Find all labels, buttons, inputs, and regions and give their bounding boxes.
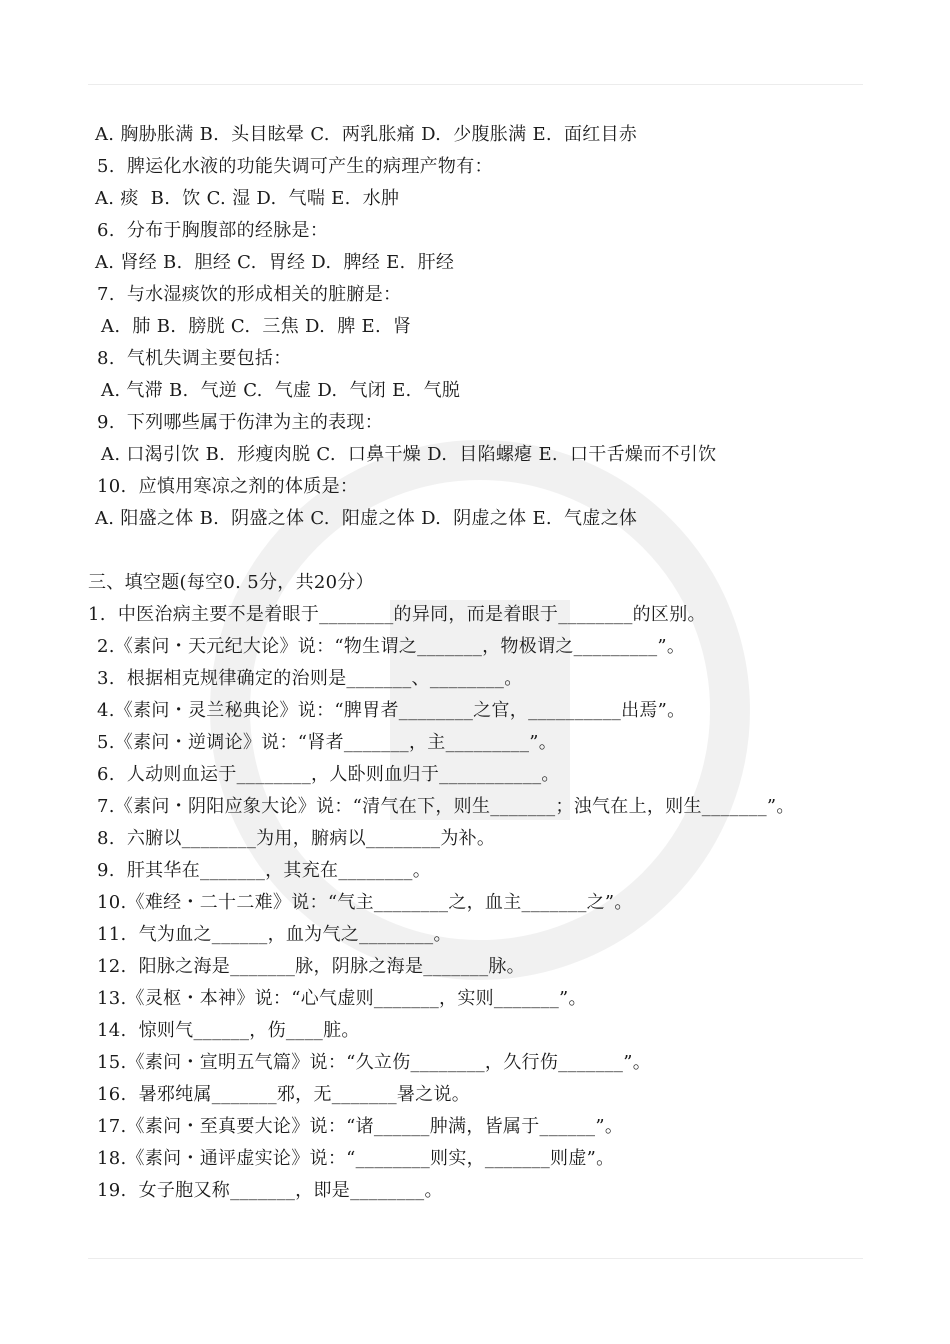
question-8: 8. 气机失调主要包括：	[97, 348, 292, 369]
fill-item-13: 13.《灵枢・本神》说：“心气虚则_______，实则_______”。	[97, 988, 587, 1009]
fill-item-18: 18.《素问・通评虚实论》说：“________则实，_______则虚”。	[97, 1148, 615, 1169]
question-5: 5. 脾运化水液的功能失调可产生的病理产物有：	[97, 156, 493, 177]
fill-item-17: 17.《素问・至真要大论》说：“诸______肿满，皆属于______”。	[97, 1116, 624, 1137]
option-line-5: A. 痰 B. 饮 C. 湿 D. 气喘 E. 水肿	[95, 188, 400, 209]
fill-item-7: 7.《素问・阴阳应象大论》说：“清气在下，则生_______；浊气在上，则生_______”。	[97, 796, 795, 817]
fill-item-6: 6. 人动则血运于________，人卧则血归于___________。	[97, 764, 560, 785]
fill-item-10: 10.《难经・二十二难》说：“气主________之，血主_______之”。	[97, 892, 633, 913]
fill-item-4: 4.《素问・灵兰秘典论》说：“脾胃者________之官，__________出焉”。	[97, 700, 686, 721]
header-rule	[88, 84, 863, 85]
option-line-7: A. 肺 B. 膀胱 C. 三焦 D. 脾 E. 肾	[95, 316, 412, 337]
question-9: 9. 下列哪些属于伤津为主的表现：	[97, 412, 384, 433]
option-line-6: A. 肾经 B. 胆经 C. 胃经 D. 脾经 E. 肝经	[95, 252, 455, 273]
fill-item-19: 19. 女子胞又称_______，即是________。	[97, 1180, 443, 1201]
option-line-9: A. 口渴引饮 B. 形瘦肉脱 C. 口鼻干燥 D. 目陷螺瘪 E. 口干舌燥而不引饮	[95, 444, 717, 465]
section-title-fill-in: 三、填空题(每空0. 5分，共20分）	[88, 572, 374, 593]
fill-item-5: 5.《素问・逆调论》说：“肾者_______，主_________”。	[97, 732, 558, 753]
fill-item-14: 14. 惊则气______，伤____脏。	[97, 1020, 360, 1041]
fill-item-11: 11. 气为血之______，血为气之________。	[97, 924, 452, 945]
fill-item-2: 2.《素问・天元纪大论》说：“物生谓之_______，物极谓之_________”。	[97, 636, 686, 657]
question-6: 6. 分布于胸腹部的经脉是：	[97, 220, 329, 241]
question-7: 7. 与水湿痰饮的形成相关的脏腑是：	[97, 284, 402, 305]
fill-item-15: 15.《素问・宣明五气篇》说：“久立伤________，久行伤_______”。	[97, 1052, 652, 1073]
option-line-4: A. 胸胁胀满 B. 头目眩晕 C. 两乳胀痛 D. 少腹胀满 E. 面红目赤	[95, 124, 638, 145]
question-10: 10. 应慎用寒凉之剂的体质是：	[97, 476, 359, 497]
fill-item-3: 3. 根据相克规律确定的治则是_______、________。	[97, 668, 523, 689]
option-line-8: A. 气滞 B. 气逆 C. 气虚 D. 气闭 E. 气脱	[95, 380, 461, 401]
footer-rule	[88, 1258, 863, 1259]
fill-item-9: 9. 肝其华在_______，其充在________。	[97, 860, 432, 881]
fill-item-12: 12. 阳脉之海是_______脉，阴脉之海是_______脉。	[97, 956, 525, 977]
fill-item-16: 16. 暑邪纯属_______邪，无_______暑之说。	[97, 1084, 471, 1105]
fill-item-1: 1. 中医治病主要不是着眼于________的异同，而是着眼于________的区别。	[88, 604, 706, 625]
option-line-10: A. 阳盛之体 B. 阴盛之体 C. 阳虚之体 D. 阴虚之体 E. 气虚之体	[95, 508, 638, 529]
fill-item-8: 8. 六腑以________为用，腑病以________为补。	[97, 828, 496, 849]
